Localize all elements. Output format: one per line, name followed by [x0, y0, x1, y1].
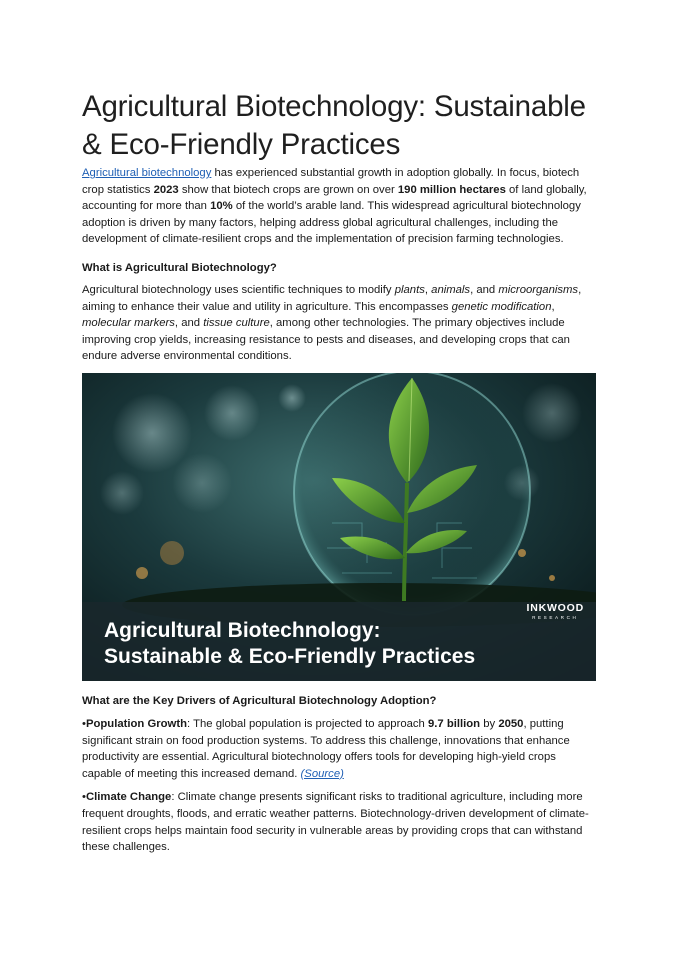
- source-link[interactable]: (Source): [300, 767, 344, 780]
- bullet-climate-change: •Climate Change: Climate change presents significant risks to traditional agriculture, including more frequent droughts, floods, and erratic weather patterns. Biotechnology-driven development of climate-resilient crops helps maintain food security in vulnerable areas by providing crops that can withstand these challenges.: [82, 791, 589, 854]
- title-line-2: & Eco-Friendly Practices: [82, 128, 401, 161]
- document-content: [82, 88, 596, 856]
- section-heading-what-is: What is Agricultural Biotechnology?: [82, 261, 277, 274]
- hero-banner: [82, 602, 596, 681]
- agri-biotech-link[interactable]: Agricultural biotechnology: [82, 167, 212, 179]
- title-line-1: Agricultural Biotechnology: Sustainable: [82, 90, 586, 123]
- section-heading-key-drivers: What are the Key Drivers of Agricultural Biotechnology Adoption?: [82, 694, 437, 707]
- intro-paragraph: Agricultural biotechnology has experienced substantial growth in adoption globally. In focus, biotech crop statistics 2023 show that biotech crops are grown on over 190 million hectares of land globally, accounting for more than 10% of the world’s arable land. This widespread agricultural biotechnology adoption is driven by many factors, helping address global agricultural challenges, including the development of climate-resilient crops and the implementation of precision farming technologies.: [82, 167, 587, 246]
- bullet-population-growth: •Population Growth: The global population is projected to approach 9.7 billion by 2050, putting significant strain on food production systems. To address this challenge, innovations that enhance productivity are essential. Agricultural biotechnology offers tools for developing high-yield crops capable of meeting this increased demand. (Source): [82, 717, 570, 780]
- definition-paragraph: Agricultural biotechnology uses scientific techniques to modify plants, animals, and microorganisms, aiming to enhance their value and utility in agriculture. This encompasses genetic modification, molecular markers, and tissue culture, among other technologies. The primary objectives include improving crop yields, increasing resistance to pests and diseases, and developing crops that can endure adverse environmental conditions.: [82, 283, 582, 363]
- hero-image: [82, 373, 596, 681]
- banner-title-line-2: Sustainable & Eco-Friendly Practices: [104, 644, 476, 668]
- banner-title-line-1: Agricultural Biotechnology:: [104, 618, 381, 642]
- page-title: [82, 88, 596, 164]
- brand-logo: INKWOOD RESEARCH: [526, 601, 584, 620]
